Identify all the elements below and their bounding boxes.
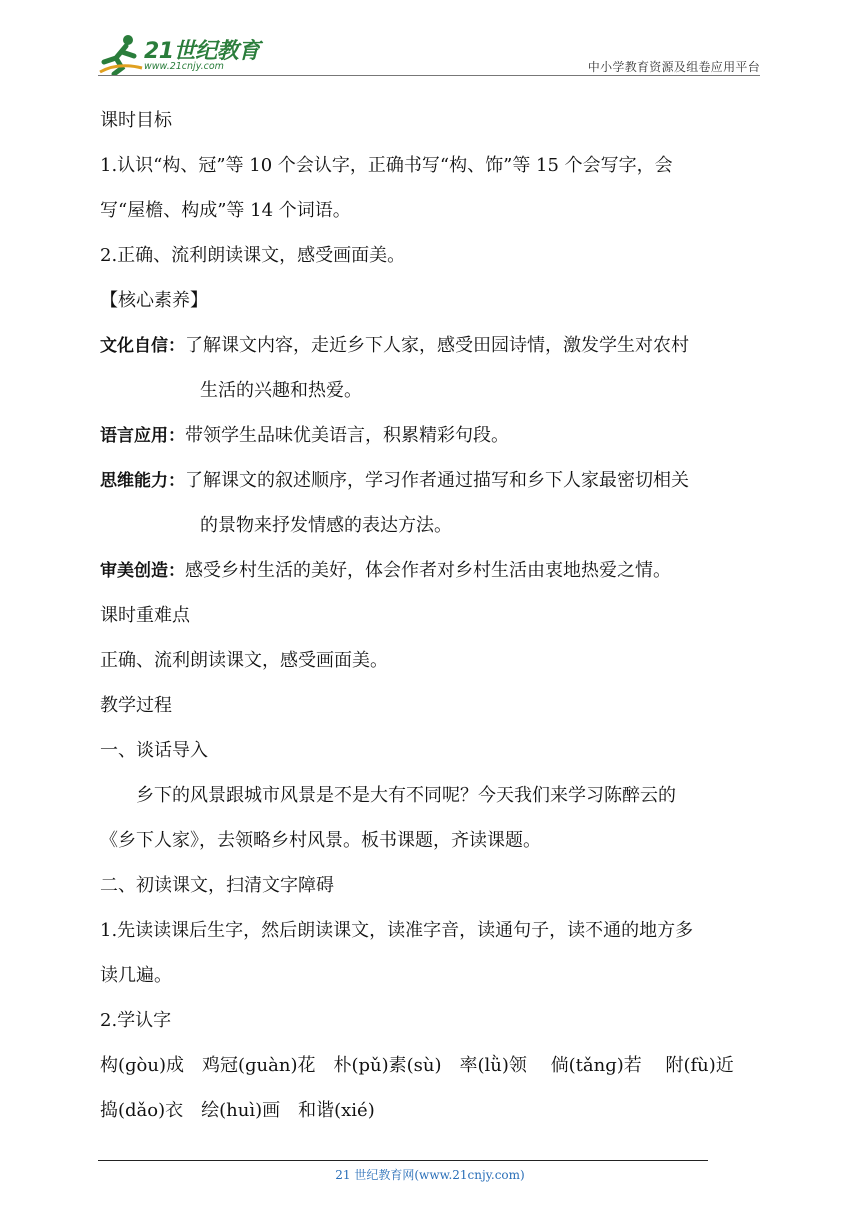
- section-heading: 课时目标: [100, 110, 172, 131]
- paragraph-line: 正确、流利朗读课文，感受画面美。: [100, 650, 388, 671]
- literacy-label: 思维能力：: [100, 471, 185, 491]
- page-header: [98, 28, 760, 78]
- platform-title: 中小学教育资源及组卷应用平台: [587, 60, 760, 74]
- literacy-text: 了解课文内容，走近乡下人家，感受田园诗情，激发学生对农村: [185, 335, 689, 356]
- document-body: [100, 98, 762, 1133]
- footer-divider: [98, 1160, 708, 1161]
- logo-url: www.21cnjy.com: [144, 61, 224, 72]
- paragraph-line: 1.认识“构、冠”等 10 个会认字，正确书写“构、饰”等 15 个会写字，会: [100, 155, 673, 176]
- paragraph-line: 写“屋檐、构成”等 14 个词语。: [100, 200, 351, 221]
- header-divider: [98, 75, 760, 76]
- literacy-item: [100, 323, 762, 368]
- section-heading: 教学过程: [100, 695, 172, 716]
- paragraph-line: 1.先读读课后生字，然后朗读课文，读准字音，读通句子，读不通的地方多: [100, 920, 694, 941]
- literacy-item: [100, 458, 762, 503]
- literacy-label: 审美创造：: [100, 561, 185, 581]
- page-footer: 21 世纪教育网(www.21cnjy.com): [335, 1168, 525, 1182]
- paragraph-line: 的景物来抒发情感的表达方法。: [200, 515, 452, 536]
- literacy-text: 了解课文的叙述顺序，学习作者通过描写和乡下人家最密切相关: [185, 470, 689, 491]
- literacy-text: 感受乡村生活的美好，体会作者对乡村生活由衷地热爱之情。: [185, 560, 671, 581]
- paragraph-line: 生活的兴趣和热爱。: [200, 380, 362, 401]
- section-heading: 课时重难点: [100, 605, 190, 626]
- subsection-heading: 一、谈话导入: [100, 740, 208, 761]
- logo: [98, 32, 268, 76]
- paragraph-line: 2.学认字: [100, 1010, 172, 1031]
- paragraph-line: 读几遍。: [100, 965, 172, 986]
- vocab-line: 捣(dǎo)衣 绘(huì)画 和谐(xié): [100, 1100, 375, 1121]
- paragraph-line: 2.正确、流利朗读课文，感受画面美。: [100, 245, 406, 266]
- literacy-label: 语言应用：: [100, 426, 185, 446]
- paragraph-line: 乡下的风景跟城市风景是不是大有不同呢？今天我们来学习陈醉云的: [136, 785, 676, 806]
- literacy-item: [100, 548, 762, 593]
- literacy-label: 文化自信：: [100, 336, 185, 356]
- literacy-text: 带领学生品味优美语言，积累精彩句段。: [185, 425, 509, 446]
- vocab-line: 构(ɡòu)成 鸡冠(ɡuàn)花 朴(pǔ)素(sù) 率(lǜ)领 倘(tǎnɡ)若 附(fù)近: [100, 1055, 734, 1076]
- literacy-item: [100, 413, 762, 458]
- paragraph-line: 《乡下人家》，去领略乡村风景。板书课题，齐读课题。: [100, 830, 541, 851]
- subsection-heading: 二、初读课文，扫清文字障碍: [100, 875, 334, 896]
- section-heading: 【核心素养】: [100, 290, 208, 311]
- runner-logo-icon: [98, 32, 144, 76]
- logo-title: 21世纪教育: [144, 39, 260, 64]
